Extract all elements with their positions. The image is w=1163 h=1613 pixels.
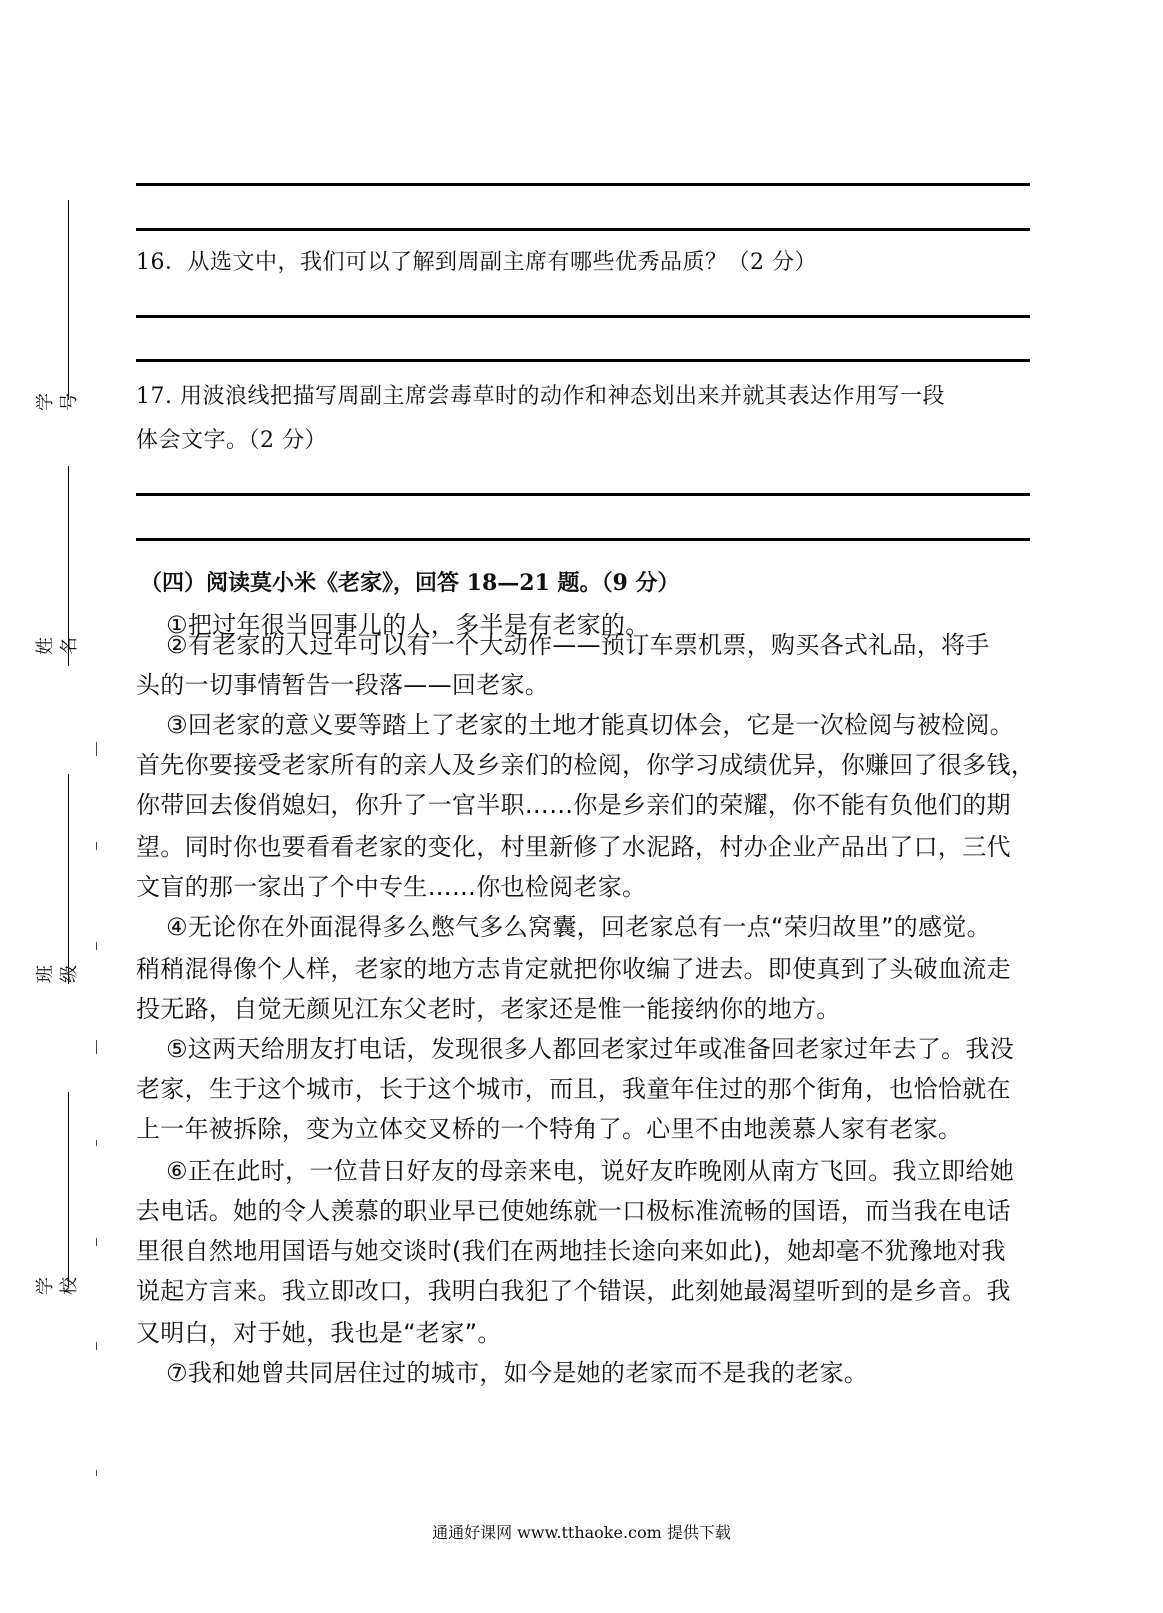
passage-line: 文盲的那一家出了个中专生……你也检阅老家。 bbox=[136, 873, 647, 901]
binding-tick bbox=[96, 842, 97, 850]
passage-paragraph-7: ⑦我和她曾共同居住过的城市，如今是她的老家而不是我的老家。 bbox=[166, 1359, 869, 1387]
passage-line: 说起方言来。我立即改口，我明白我犯了个错误，此刻她最渴望听到的是乡音。我 bbox=[136, 1277, 1011, 1305]
footer-credit: 通通好课网 www.tthaoke.com 提供下载 bbox=[432, 1523, 731, 1542]
passage-line: 头的一切事情暂告一段落——回老家。 bbox=[136, 671, 550, 699]
answer-line[interactable] bbox=[136, 315, 1030, 318]
answer-line[interactable] bbox=[136, 183, 1030, 186]
passage-line: 首先你要接受老家所有的亲人及乡亲们的检阅，你学习成绩优异，你赚回了很多钱， bbox=[136, 751, 1036, 779]
passage-line: ⑤这两天给朋友打电话，发现很多人都回老家过年或准备回老家过年去了。我没 bbox=[166, 1035, 1015, 1063]
binding-tick bbox=[96, 1342, 97, 1350]
passage-line: 投无路，自觉无颜见江东父老时，老家还是惟一能接纳你的地方。 bbox=[136, 995, 841, 1023]
question-16: 16．从选文中，我们可以了解到周副主席有哪些优秀品质？（2 分） bbox=[136, 250, 817, 275]
binding-tick bbox=[96, 1040, 97, 1054]
name-label: 姓名 bbox=[35, 637, 80, 655]
student-id-label: 学号 bbox=[35, 393, 80, 411]
student-id-line bbox=[68, 200, 69, 400]
binding-tick bbox=[96, 742, 97, 756]
answer-line[interactable] bbox=[136, 228, 1030, 231]
passage-line: ⑥正在此时，一位昔日好友的母亲来电，说好友昨晚刚从南方飞回。我立即给她 bbox=[166, 1157, 1015, 1185]
binding-tick bbox=[96, 1238, 97, 1246]
passage-paragraph-1: ①把过年很当回事儿的人，多半是有老家的。 bbox=[166, 611, 650, 639]
school-label: 学校 bbox=[35, 1277, 80, 1295]
passage-line: 望。同时你也要看看老家的变化，村里新修了水泥路，村办企业产品出了口，三代 bbox=[136, 833, 1011, 861]
passage-line: 去电话。她的令人羡慕的职业早已使她练就一口极标准流畅的国语，而当我在电话 bbox=[136, 1197, 1011, 1225]
class-line bbox=[68, 774, 69, 984]
answer-line[interactable] bbox=[136, 359, 1030, 362]
binding-tick bbox=[96, 942, 97, 950]
passage-line: 稍稍混得像个人样，老家的地方志肯定就把你收编了进去。即使真到了头破血流走 bbox=[136, 955, 1011, 983]
passage-line: 里很自然地用国语与她交谈时(我们在两地挂长途向来如此)，她却毫不犹豫地对我 bbox=[136, 1237, 1006, 1265]
passage-line: 又明白，对于她，我也是“老家”。 bbox=[136, 1319, 502, 1347]
answer-line[interactable] bbox=[136, 538, 1030, 541]
question-17-line-1: 17. 用波浪线把描写周副主席尝毒草时的动作和神态划出来并就其表达作用写一段 bbox=[136, 384, 945, 409]
passage-line: ②有老家的人过年可以有一个大动作——预订车票机票，购买各式礼品，将手 bbox=[166, 631, 990, 659]
answer-line[interactable] bbox=[136, 493, 1030, 496]
binding-tick bbox=[96, 1140, 97, 1146]
passage-line: 你带回去俊俏媳妇，你升了一官半职……你是乡亲们的荣耀，你不能有负他们的期 bbox=[136, 791, 1011, 819]
section-title: （四）阅读莫小米《老家》，回答 18—21 题。（9 分） bbox=[140, 570, 680, 596]
passage-line: 上一年被拆除，变为立体交叉桥的一个特角了。心里不由地羡慕人家有老家。 bbox=[136, 1115, 963, 1143]
passage-line: ④无论你在外面混得多么憋气多么窝囊，回老家总有一点“荣归故里”的感觉。 bbox=[166, 913, 991, 941]
passage-line: 老家，生于这个城市，长于这个城市，而且，我童年住过的那个街角，也恰恰就在 bbox=[136, 1075, 1011, 1103]
question-17-line-2: 体会文字。（2 分） bbox=[136, 428, 327, 453]
school-line bbox=[68, 1092, 69, 1288]
class-label: 班级 bbox=[35, 965, 80, 983]
binding-tick bbox=[96, 1470, 97, 1476]
passage-line: ③回老家的意义要等踏上了老家的土地才能真切体会，它是一次检阅与被检阅。 bbox=[166, 711, 1015, 739]
